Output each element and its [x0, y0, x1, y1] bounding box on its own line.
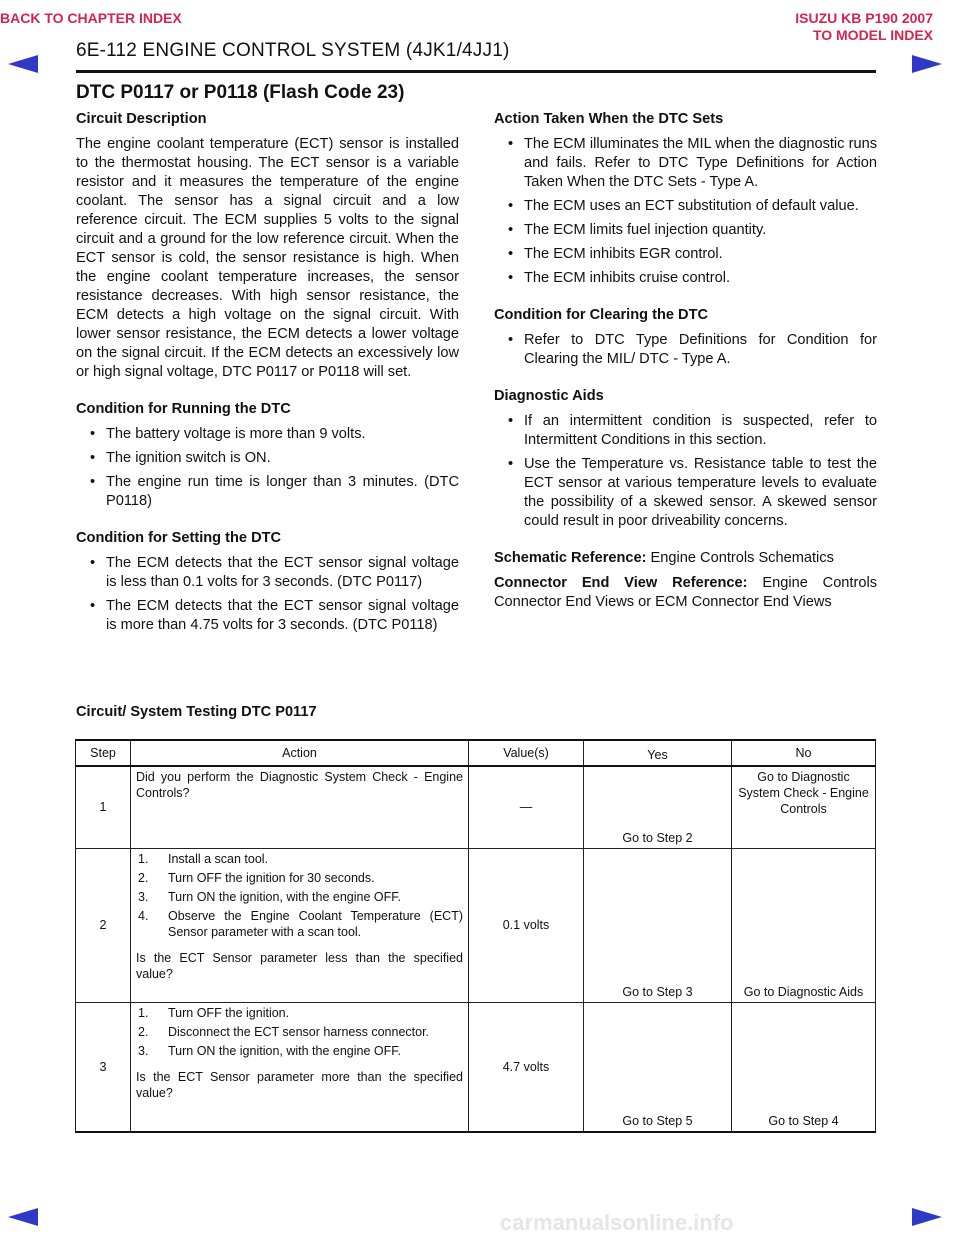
step-no[interactable]: Go to Diagnostic Aids [732, 848, 876, 1002]
list-item: • Use the Temperature vs. Resistance table to test the ECT sensor at various temperature levels to evaluate the possibility of a skewed sensor. A skewed sensor could result in poor driveability concerns. [494, 455, 877, 531]
list-item: 1. Turn OFF the ignition. [136, 1005, 463, 1021]
model-index-block[interactable] [795, 10, 933, 44]
clearing-condition-heading: Condition for Clearing the DTC [494, 307, 709, 323]
step-question: Is the ECT Sensor parameter more than the specified value? [136, 1069, 463, 1100]
step-number: 1 [76, 766, 131, 848]
column-header-action: Action [131, 740, 469, 766]
column-header-no: No [732, 740, 876, 766]
list-item: • The ignition switch is ON. [76, 449, 459, 468]
step-value: — [469, 766, 584, 848]
action-taken-list [494, 135, 877, 288]
list-item: • The ECM illuminates the MIL when the diagnostic runs and fails. Refer to DTC Type Definitions for Action Taken When the DTC Sets - Type A. [494, 135, 877, 192]
table-row [76, 1002, 876, 1132]
table-header-row [76, 740, 876, 766]
step-yes[interactable]: Go to Step 2 [584, 766, 732, 848]
list-item: • The ECM inhibits cruise control. [494, 269, 877, 288]
table-row [76, 766, 876, 848]
next-page-arrow-icon[interactable] [912, 55, 942, 73]
list-item: 2. Turn OFF the ignition for 30 seconds. [136, 870, 463, 886]
header-divider [76, 70, 876, 73]
connector-reference-label: Connector End View Reference: [494, 575, 748, 591]
step-action-list [136, 1005, 463, 1059]
list-item: • Refer to DTC Type Definitions for Condition for Clearing the MIL/ DTC - Type A. [494, 331, 877, 369]
step-action [131, 766, 469, 848]
previous-page-arrow-icon[interactable] [8, 55, 38, 73]
table-row [76, 848, 876, 1002]
list-item: 4. Observe the Engine Coolant Temperature (ECT) Sensor parameter with a scan tool. [136, 908, 463, 940]
connector-reference [494, 574, 877, 612]
to-model-index-link[interactable]: TO MODEL INDEX [812, 27, 933, 43]
list-item: • The ECM limits fuel injection quantity. [494, 221, 877, 240]
list-item: • If an intermittent condition is suspected, refer to Intermittent Conditions in this section. [494, 412, 877, 450]
column-header-step: Step [76, 740, 131, 766]
step-no[interactable]: Go to Diagnostic System Check - Engine Controls [732, 766, 876, 848]
step-question: Is the ECT Sensor parameter less than the specified value? [136, 950, 463, 981]
left-column [76, 110, 459, 653]
step-action [131, 848, 469, 1002]
list-item: • The engine run time is longer than 3 minutes. (DTC P0118) [76, 473, 459, 511]
step-yes[interactable]: Go to Step 3 [584, 848, 732, 1002]
setting-condition-list [76, 554, 459, 635]
action-taken-heading: Action Taken When the DTC Sets [494, 111, 724, 127]
column-header-values: Value(s) [469, 740, 584, 766]
back-to-chapter-index-link[interactable]: BACK TO CHAPTER INDEX [0, 10, 182, 26]
diagnostic-aids-heading: Diagnostic Aids [494, 388, 604, 404]
circuit-description-text: The engine coolant temperature (ECT) sensor is installed to the thermostat housing. The ECT sensor is a variable resistor and it measures the temperature of the engine coolant. The sensor has a signal circuit and a low reference circuit. The ECM supplies 5 volts to the signal circuit and a ground for the low reference circuit. When the ECT sensor is cold, the sensor resistance is high. When the engine coolant temperature increases, the sensor resistance decreases. With high sensor resistance, the ECM detects a high voltage on the signal circuit. With lower sensor resistance, the ECM detects a lower voltage on the signal circuit. If the ECM detects an excessively low or high signal voltage, DTC P0117 or P0118 will set. [76, 136, 459, 380]
list-item: • The battery voltage is more than 9 volts. [76, 425, 459, 444]
connector-reference-value[interactable]: Engine Controls Connector End Views or ECM Connector End Views [494, 575, 877, 610]
list-item: 3. Turn ON the ignition, with the engine OFF. [136, 889, 463, 905]
table-heading: Circuit/ System Testing DTC P0117 [76, 704, 317, 720]
step-action [131, 1002, 469, 1132]
diagnostic-aids-list [494, 412, 877, 531]
step-yes[interactable]: Go to Step 5 [584, 1002, 732, 1132]
right-column [494, 110, 877, 618]
step-value: 0.1 volts [469, 848, 584, 1002]
watermark: carmanualsonline.info [500, 1210, 734, 1235]
step-number: 3 [76, 1002, 131, 1132]
next-page-arrow-icon-bottom[interactable] [912, 1208, 942, 1226]
clearing-condition-list [494, 331, 877, 369]
schematic-reference-value[interactable]: Engine Controls Schematics [646, 550, 834, 566]
list-item: 2. Disconnect the ECT sensor harness connector. [136, 1024, 463, 1040]
setting-condition-heading: Condition for Setting the DTC [76, 530, 282, 546]
model-title[interactable]: ISUZU KB P190 2007 [795, 10, 933, 26]
schematic-reference [494, 549, 877, 568]
step-value: 4.7 volts [469, 1002, 584, 1132]
column-header-yes: Yes [584, 740, 732, 766]
section-title: DTC P0117 or P0118 (Flash Code 23) [76, 82, 405, 103]
step-no[interactable]: Go to Step 4 [732, 1002, 876, 1132]
list-item: • The ECM inhibits EGR control. [494, 245, 877, 264]
list-item: • The ECM detects that the ECT sensor signal voltage is more than 4.75 volts for 3 seconds. (DTC P0118) [76, 597, 459, 635]
running-condition-heading: Condition for Running the DTC [76, 401, 291, 417]
circuit-description-heading: Circuit Description [76, 111, 207, 127]
step-action-list [136, 851, 463, 940]
list-item: 3. Turn ON the ignition, with the engine OFF. [136, 1043, 463, 1059]
schematic-reference-label: Schematic Reference: [494, 550, 647, 566]
step-question: Did you perform the Diagnostic System Check - Engine Controls? [136, 770, 463, 800]
step-number: 2 [76, 848, 131, 1002]
list-item: 1. Install a scan tool. [136, 851, 463, 867]
list-item: • The ECM detects that the ECT sensor signal voltage is less than 0.1 volts for 3 seconds. (DTC P0117) [76, 554, 459, 592]
circuit-testing-table [75, 739, 876, 1133]
list-item: • The ECM uses an ECT substitution of default value. [494, 197, 877, 216]
page-header: 6E-112 ENGINE CONTROL SYSTEM (4JK1/4JJ1) [76, 40, 510, 61]
previous-page-arrow-icon-bottom[interactable] [8, 1208, 38, 1226]
running-condition-list [76, 425, 459, 511]
